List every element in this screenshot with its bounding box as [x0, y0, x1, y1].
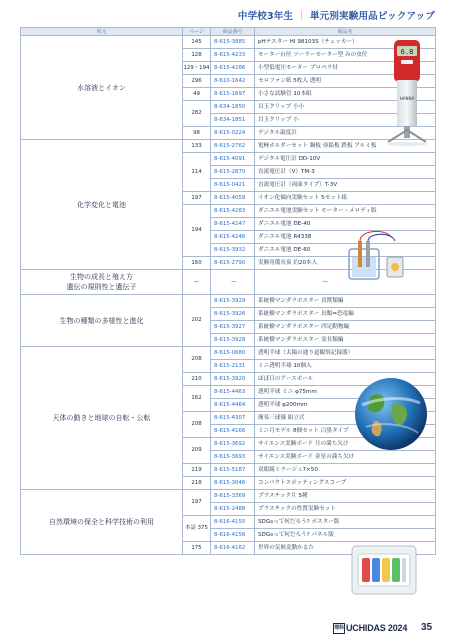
product-name: 系統樹マンダラポスター 霊長類編 — [255, 334, 436, 347]
product-name: ミニ透明半球 10個入 — [255, 360, 436, 373]
page-number: 35 — [421, 622, 433, 633]
category-cell: 天体の動きと地球の自転・公転 — [21, 347, 183, 490]
product-code[interactable]: 8-615-4233 — [211, 49, 255, 62]
product-name: SDGsって何だろう? ポスター版 — [255, 516, 436, 529]
category-cell: 生物の種類の多様性と進化 — [21, 295, 183, 347]
product-name: 小型低電圧モーター プロペラ付 — [255, 62, 436, 75]
page-cell: 162 — [183, 386, 211, 412]
product-code[interactable]: 8-615-3928 — [211, 334, 255, 347]
page-cell: 202 — [183, 295, 211, 347]
product-name: ダニエル電池 R4338 — [255, 231, 436, 244]
product-name: 直流電圧計（V）TM-3 — [255, 166, 436, 179]
page-cell: 197 — [183, 192, 211, 205]
product-code[interactable]: 8-610-1642 — [211, 75, 255, 88]
product-code[interactable]: 8-615-2790 — [211, 257, 255, 270]
page-cell: 98 — [183, 127, 211, 140]
table-row — [21, 347, 436, 360]
page-cell: 133 — [183, 140, 211, 153]
product-name: ミニ月モデル 8個セット 白黒タイプ — [255, 425, 436, 438]
col-header-category: 単元 — [21, 28, 183, 36]
catalog-table — [20, 27, 436, 555]
page-cell: 175 — [183, 542, 211, 555]
product-name: 実験用備長炭 約20本入 — [255, 257, 436, 270]
product-name: 系統樹マンダラポスター 四足動物編 — [255, 321, 436, 334]
table-row — [21, 36, 436, 49]
page-cell: 49 — [183, 88, 211, 101]
product-name: ダニエル電池実験セット モーター・メロディ版 — [255, 205, 436, 218]
product-name: ほぼ日のアースボール — [255, 373, 436, 386]
page-cell: 282 — [183, 101, 211, 127]
product-code[interactable]: 8-616-4162 — [211, 542, 255, 555]
product-code[interactable]: 8-615-4059 — [211, 192, 255, 205]
earth-ball-image — [352, 375, 430, 453]
brand-name: UCHIDAS — [346, 623, 386, 633]
product-name: 簡易三球儀 組立式 — [255, 412, 436, 425]
product-name: 透明半球（太陽の通り道観察記録器） — [255, 347, 436, 360]
category-cell: 化学変化と電池 — [21, 140, 183, 270]
product-name: モーター台付 ソーラーモーター型 みの虫付 — [255, 49, 436, 62]
product-code[interactable]: 8-615-3927 — [211, 321, 255, 334]
product-name: 系統樹マンダラポスター 鳥類=恐竜編 — [255, 308, 436, 321]
rika-mark: 理科 — [333, 623, 345, 634]
product-name: SDGsって何だろう? パネル版 — [255, 529, 436, 542]
page-cell: 296 — [183, 75, 211, 88]
product-code[interactable]: 8-615-3926 — [211, 308, 255, 321]
product-code[interactable]: 8-615-4464 — [211, 399, 255, 412]
col-header-code: 商品番号 — [211, 28, 255, 36]
product-name: イオン化傾向実験セット 5セット組 — [255, 192, 436, 205]
product-name: サイエンス実験ボード 月の満ち欠け — [255, 438, 436, 451]
daniell-cell-image — [347, 227, 407, 284]
product-name: — — [255, 270, 436, 295]
product-name: pHテスター HI 98103S（チェッカー） — [255, 36, 436, 49]
product-code[interactable]: 8-615-3369 — [211, 490, 255, 503]
page-cell: 219 — [183, 464, 211, 477]
product-code[interactable]: 8-615-3046 — [211, 477, 255, 490]
table-row — [21, 490, 436, 503]
product-code[interactable]: 8-616-4156 — [211, 529, 255, 542]
col-header-name: 商品名 — [255, 28, 436, 36]
product-name: デジタル温度計 — [255, 127, 436, 140]
product-code[interactable]: 8-615-4091 — [211, 153, 255, 166]
product-name: 目玉クリップ 小 — [255, 114, 436, 127]
product-code[interactable]: 8-615-4247 — [211, 218, 255, 231]
product-code[interactable]: 8-615-2762 — [211, 140, 255, 153]
page-cell: 145 — [183, 36, 211, 49]
product-name: セロファン紙 5枚入 透明 — [255, 75, 436, 88]
product-name: サイエンス実験ボード 金星の満ち欠け — [255, 451, 436, 464]
product-code[interactable]: 8-634-1851 — [211, 114, 255, 127]
product-name: デジタル電圧計 DD-10V — [255, 153, 436, 166]
product-name: 透明半球 φ200mm — [255, 399, 436, 412]
product-name: 透明半球 ミニ φ75mm — [255, 386, 436, 399]
product-name: コンパクトスポッティングスコープ — [255, 477, 436, 490]
ph-display-text: 6.8 — [400, 48, 414, 56]
product-name: 小さな試験管 10本組 — [255, 88, 436, 101]
product-name: プラスチック片 5種 — [255, 490, 436, 503]
product-name: 電極ホルダーセット 銅板 亜鉛板 鉄板 アルミ板 — [255, 140, 436, 153]
brand-year: 2024 — [387, 623, 408, 633]
page-cell: 114 — [183, 153, 211, 192]
product-code[interactable]: 8-615-3693 — [211, 451, 255, 464]
category-cell: 水溶液とイオン — [21, 36, 183, 140]
product-code[interactable]: 8-615-4166 — [211, 425, 255, 438]
page-cell: 160 — [183, 257, 211, 270]
page-cell: 194 — [183, 205, 211, 257]
page-cell: 209 — [183, 438, 211, 464]
category-cell: 生物の成長と殖え方 遺伝の規則性と遺伝子 — [21, 270, 183, 295]
page-cell: — — [183, 270, 211, 295]
product-name: 直流電圧計（両面タイプ）T-3V — [255, 179, 436, 192]
header-separator: ｜ — [296, 11, 307, 22]
product-name: ダニエル電池 DE-60 — [255, 244, 436, 257]
product-code[interactable]: 8-615-0224 — [211, 127, 255, 140]
product-code[interactable]: 8-615-3929 — [211, 295, 255, 308]
product-code[interactable]: 8-615-1697 — [211, 88, 255, 101]
page-cell: 本誌 375 — [183, 516, 211, 542]
product-code[interactable]: 8-615-2131 — [211, 360, 255, 373]
product-code[interactable]: 8-615-4286 — [211, 62, 255, 75]
product-code: — — [211, 270, 255, 295]
page-cell: 128 — [183, 49, 211, 62]
table-header-row — [21, 28, 436, 36]
product-name: 目玉クリップ 小小 — [255, 101, 436, 114]
product-code[interactable]: 8-615-2870 — [211, 166, 255, 179]
col-header-page: ページ — [183, 28, 211, 36]
ph-tester-image — [382, 38, 430, 148]
product-code[interactable]: 8-615-3920 — [211, 373, 255, 386]
product-name: 双眼鏡ミラージュ7×50 — [255, 464, 436, 477]
product-name: ダニエル電池 DE-40 — [255, 218, 436, 231]
product-code[interactable]: 8-615-2488 — [211, 503, 255, 516]
product-code[interactable]: 8-634-1850 — [211, 101, 255, 114]
page-header — [238, 8, 435, 22]
product-code[interactable]: 8-615-5187 — [211, 464, 255, 477]
product-code[interactable]: 8-615-3885 — [211, 36, 255, 49]
product-code[interactable]: 8-615-0680 — [211, 347, 255, 360]
plastic-kit-image — [348, 540, 420, 598]
page-cell: 208 — [183, 412, 211, 438]
product-code[interactable]: 8-615-4463 — [211, 386, 255, 399]
product-code[interactable]: 8-615-4246 — [211, 231, 255, 244]
ph-brand-text: HANNA — [399, 96, 415, 101]
table-row — [21, 295, 436, 308]
product-code[interactable]: 8-615-4307 — [211, 412, 255, 425]
table-row — [21, 140, 436, 153]
product-code[interactable]: 8-615-0421 — [211, 179, 255, 192]
product-name: プラスチックの性質実験セット — [255, 503, 436, 516]
product-code[interactable]: 8-615-3932 — [211, 244, 255, 257]
product-name: 世界の気候変動かるた — [255, 542, 436, 555]
product-code[interactable]: 8-615-3692 — [211, 438, 255, 451]
page-cell: 129・194 — [183, 62, 211, 75]
header-subtitle: 単元別実験用品ピックアップ — [309, 11, 435, 22]
product-code[interactable]: 8-615-4283 — [211, 205, 255, 218]
page-cell: 218 — [183, 477, 211, 490]
grade-label: 中学校3年生 — [237, 11, 294, 22]
page-cell: 208 — [183, 347, 211, 373]
product-name: 系統樹マンダラポスター 真獣類編 — [255, 295, 436, 308]
brand-logo — [333, 623, 407, 634]
page-cell: 210 — [183, 373, 211, 386]
category-cell: 自然環境の保全と科学技術の利用 — [21, 490, 183, 555]
product-code[interactable]: 8-616-4155 — [211, 516, 255, 529]
page-cell: 197 — [183, 490, 211, 516]
